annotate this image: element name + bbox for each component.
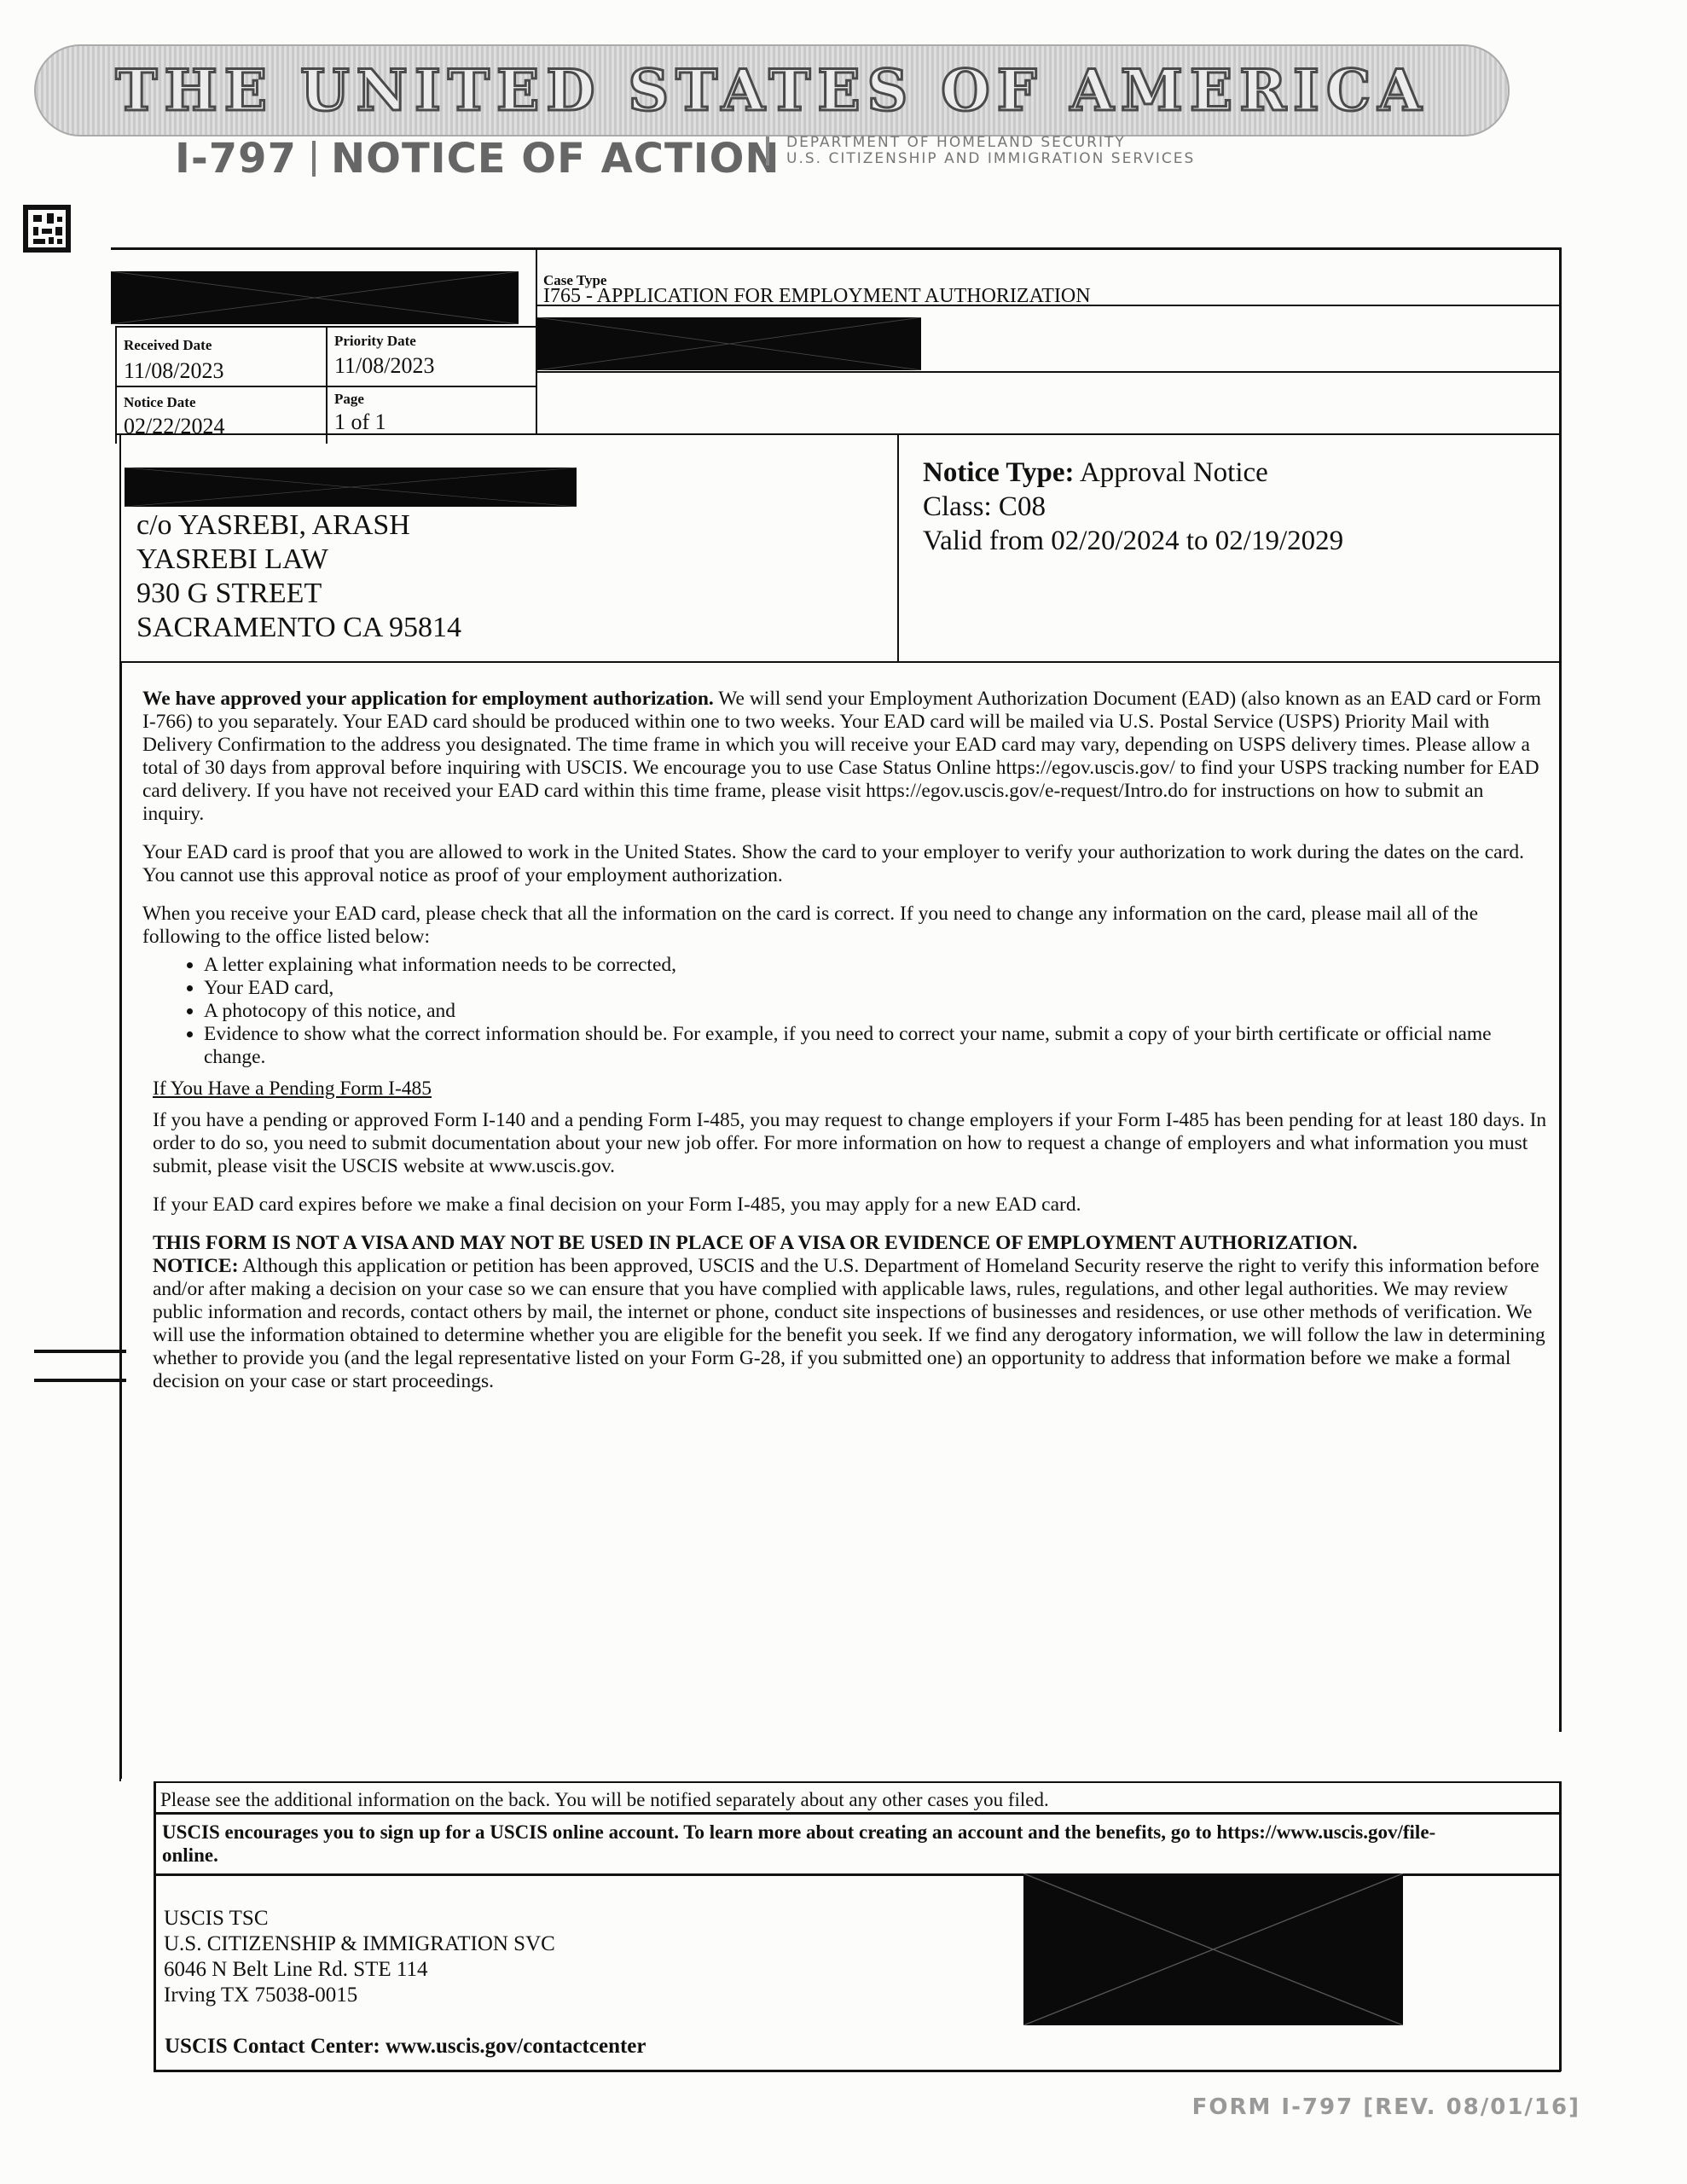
list-item: • A photocopy of this notice, and <box>204 1000 1550 1023</box>
back-note: Please see the additional information on the back. You will be notified separately about any other cases you filed. <box>160 1789 1049 1810</box>
footer-right <box>1559 1781 1562 2071</box>
list-item: • Your EAD card, <box>204 977 1550 1000</box>
form-title <box>175 135 780 183</box>
contact-center: USCIS Contact Center: www.uscis.gov/contactcenter <box>165 2035 646 2058</box>
address-line-1: c/o YASREBI, ARASH <box>136 509 410 541</box>
visa-warning: THIS FORM IS NOT A VISA AND MAY NOT BE USED IN PLACE OF A VISA OR EVIDENCE OF EMPLOYMENT AUTHORIZATION. <box>153 1232 1358 1254</box>
notice-body <box>142 688 1550 1409</box>
header-banner <box>34 44 1510 136</box>
priority-date-label: Priority Date <box>334 333 416 349</box>
notice-date-value: 02/22/2024 <box>124 414 225 439</box>
verification-notice <box>153 1255 1550 1393</box>
notice-type-value: Approval Notice <box>1079 457 1268 488</box>
approval-lead: We have approved your application for employment authorization. <box>142 688 714 710</box>
address-divider <box>897 433 899 662</box>
margin-mark <box>34 1350 126 1353</box>
redacted-applicant-name <box>125 468 577 507</box>
notice-class: Class: C08 <box>923 491 1046 522</box>
office-line-2: U.S. CITIZENSHIP & IMMIGRATION SVC <box>164 1932 555 1955</box>
form-title-text: NOTICE OF ACTION <box>330 135 780 183</box>
case-type-value: I765 - APPLICATION FOR EMPLOYMENT AUTHORIZATION <box>543 285 1091 307</box>
title-separator <box>312 141 316 177</box>
ead-proof-paragraph: Your EAD card is proof that you are allowed to work in the United States. Show the card to your employer to verify your authorization to work during the dates on the card. You cannot use this approval notice as proof of your employment authorization. <box>142 841 1525 886</box>
online-account-note: USCIS encourages you to sign up for a USCIS online account. To learn more about creating an account and the benefits, go to https://www.uscis.gov/file-online. <box>162 1821 1436 1866</box>
approval-paragraph <box>142 688 1550 826</box>
redacted-signature-block <box>1023 1873 1403 2025</box>
date-row-mid <box>115 386 537 387</box>
notice-summary <box>923 456 1343 558</box>
notice-label: NOTICE: <box>153 1255 239 1277</box>
frame-left-top <box>115 326 117 444</box>
notice-type-label: Notice Type: <box>923 457 1075 488</box>
ead-expiry-paragraph: If your EAD card expires before we make a final decision on your Form I-485, you may apply for a new EAD card. <box>153 1194 1081 1216</box>
agency-line-1: DEPARTMENT OF HOMELAND SECURITY <box>786 134 1126 151</box>
frame-top <box>111 247 1561 250</box>
page-value: 1 of 1 <box>334 410 386 434</box>
priority-date-value: 11/08/2023 <box>334 353 435 378</box>
back-note-bottom <box>154 1812 1561 1815</box>
agency-line-2: U.S. CITIZENSHIP AND IMMIGRATION SERVICES <box>786 150 1196 167</box>
notice-date-label: Notice Date <box>124 394 196 410</box>
correction-paragraph: When you receive your EAD card, please check that all the information on the card is correct. If you need to change any information on the card, please mail all of the following to the office listed below: <box>142 903 1479 948</box>
barcode-icon <box>23 205 71 253</box>
form-revision: FORM I-797 [REV. 08/01/16] <box>1191 2094 1580 2120</box>
address-bottom <box>119 661 1561 663</box>
list-item: • Evidence to show what the correct information should be. For example, if you need to correct your name, submit a copy of your birth certificate or official name change. <box>204 1023 1550 1069</box>
agency-separator <box>766 136 786 166</box>
case-type-label: Case Type <box>543 272 607 288</box>
redacted-beneficiary <box>537 317 921 370</box>
office-address <box>164 1906 555 2008</box>
frame-right <box>1559 247 1562 1732</box>
footer-bottom <box>154 2070 1561 2072</box>
body-left <box>119 661 122 1779</box>
i485-heading: If You Have a Pending Form I-485 <box>153 1077 432 1100</box>
address-line-2: YASREBI LAW <box>136 543 328 575</box>
priority-row-bottom <box>536 371 1561 373</box>
banner-title: THE UNITED STATES OF AMERICA <box>115 57 1429 124</box>
office-line-1: USCIS TSC <box>164 1907 269 1930</box>
footer-left <box>154 1781 156 2071</box>
body-bottom <box>154 1781 1561 1783</box>
notice-text: Although this application or petition has been approved, USCIS and the U.S. Department of Homeland Security reserve the right to verify this information before and/or after making a decision on your case so we can ensure that you have complied with applicable laws, rules, regulations, and other legal authorities. We may review public information and records, contact others by mail, the internet or phone, conduct site inspections of businesses and residences, or use other methods of verification. We will use the information obtained to determine whether you are eligible for the benefit you seek. If we find any derogatory information, we will follow the law in determining whether to provide you (and the legal representative listed on your Form G-28, if you submitted one) an opportunity to address that information before we make a formal decision on your case or start proceedings. <box>153 1255 1545 1392</box>
received-date-value: 11/08/2023 <box>124 358 224 383</box>
notice-valid-dates: Valid from 02/20/2024 to 02/19/2029 <box>923 526 1344 556</box>
form-number: I-797 <box>175 135 297 183</box>
agency-block <box>786 135 1195 167</box>
date-row-bottom <box>115 433 1561 435</box>
office-line-3: 6046 N Belt Line Rd. STE 114 <box>164 1958 428 1981</box>
correction-list <box>142 954 1550 1069</box>
list-item: • A letter explaining what information needs to be corrected, <box>204 954 1550 977</box>
redacted-receipt-number <box>111 271 519 324</box>
margin-mark <box>34 1379 126 1382</box>
address-line-3: 930 G STREET <box>136 578 322 609</box>
approval-text: We will send your Employment Authorization Document (EAD) (also known as an EAD card or Form I-766) to you separately. Your EAD card should be produced within one to two weeks. Your EAD card will be mailed via U.S. Postal Service (USPS) Priority Mail with Delivery Confirmation to the address you designated. The time frame in which you will receive your EAD card may vary, depending on USPS delivery times. Please allow a total of 30 days from approval before inquiring with USCIS. We encourage you to use Case Status Online https://egov.uscis.gov/ to find your USPS tracking number for EAD card delivery. If you have not received your EAD card within this time frame, please visit https://egov.uscis.gov/e-request/Intro.do for instructions on how to submit an inquiry. <box>142 688 1541 825</box>
address-line-4: SACRAMENTO CA 95814 <box>136 612 461 643</box>
office-line-4: Irving TX 75038-0015 <box>164 1984 358 2007</box>
page-label: Page <box>334 391 364 407</box>
i485-paragraph: If you have a pending or approved Form I-140 and a pending Form I-485, you may request to change employers if your Form I-485 has been pending for at least 180 days. In order to do so, you need to submit documentation about your new job offer. For more information on how to request a change of employers and what information you must submit, please visit the USCIS website at www.uscis.gov. <box>153 1109 1547 1177</box>
date-divider <box>326 326 328 444</box>
received-date-label: Received Date <box>124 337 212 353</box>
mailing-address <box>136 508 461 645</box>
